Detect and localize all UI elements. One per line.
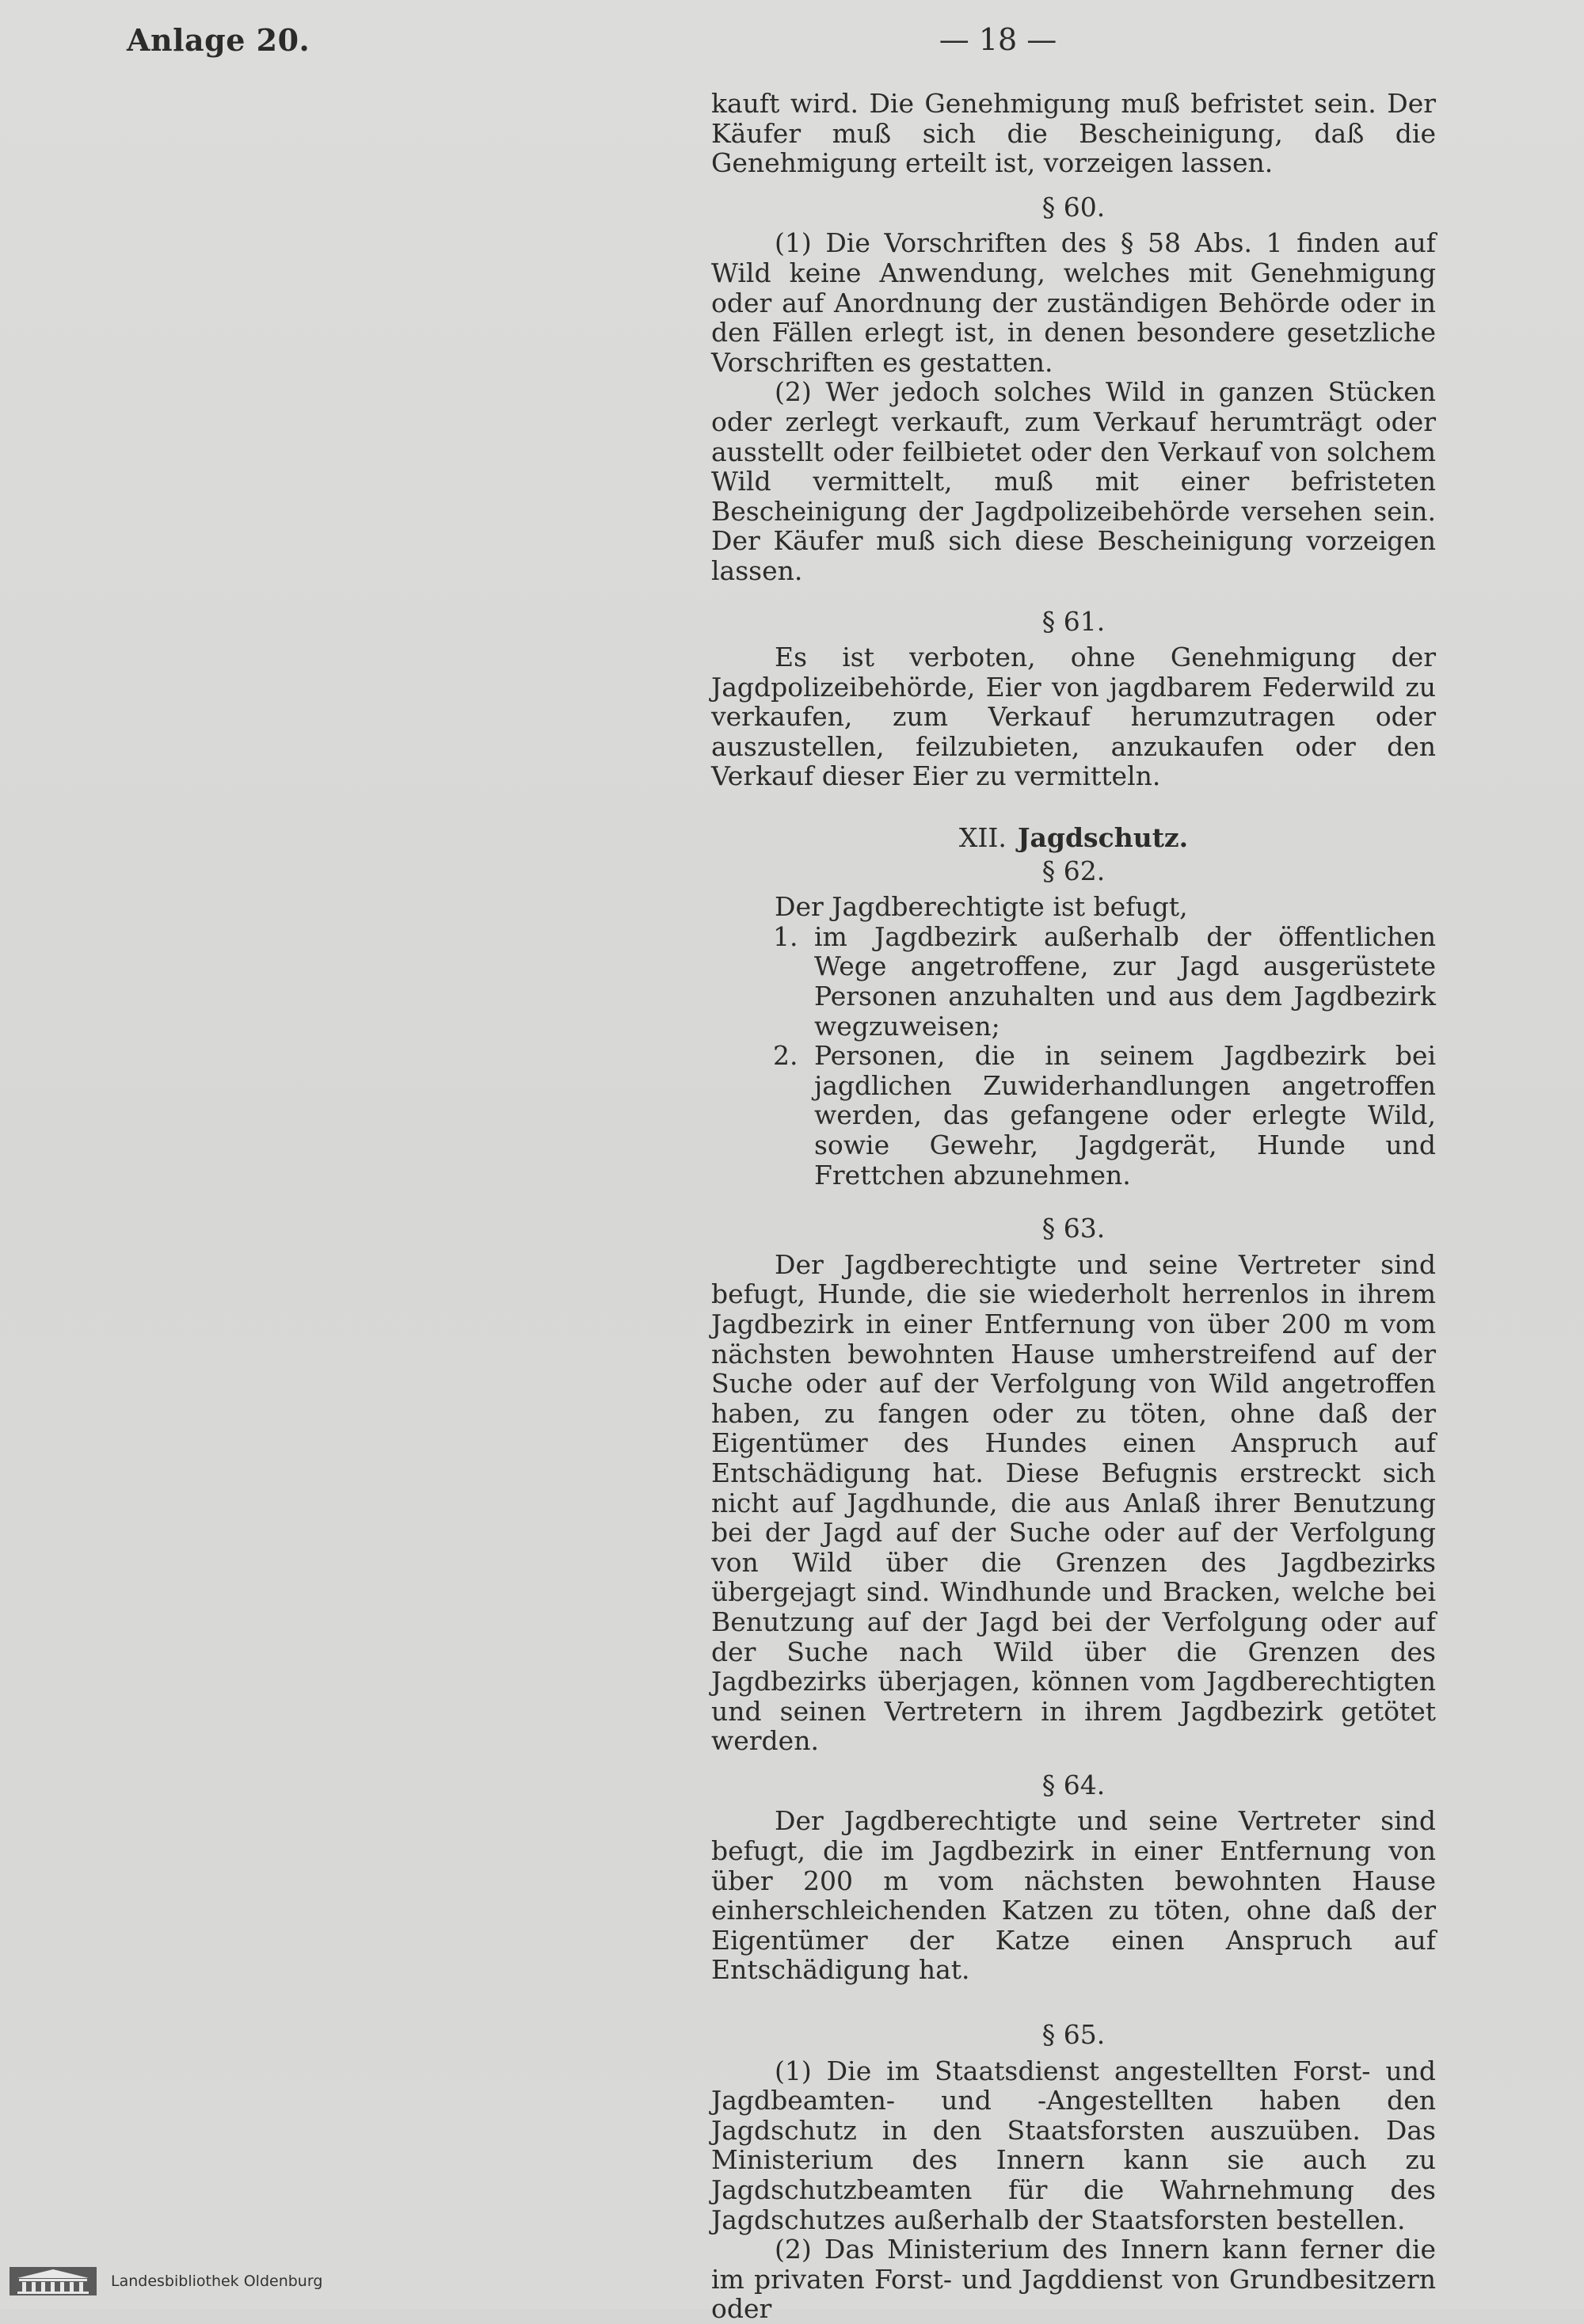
paragraph-60-1: (1) Die Vorschriften des § 58 Abs. 1 finden auf Wild keine Anwendung, welches mit Genehmigung oder auf Anordnung der zuständigen Behörde oder in den Fällen erlegt ist, in denen besondere gesetzliche Vorschriften es gestatten. bbox=[711, 227, 1436, 378]
chapter-title bbox=[711, 823, 1436, 853]
library-credit: Landesbibliothek Oldenburg bbox=[111, 2273, 323, 2290]
list-item-number: 2. bbox=[773, 1040, 798, 1072]
section-heading-61: § 61. bbox=[1041, 605, 1106, 637]
paragraph-continued: kauft wird. Die Genehmigung muß befristet sein. Der Käufer muß sich die Bescheinigung, daß die Genehmigung erteilt ist, vorzeigen lassen. bbox=[711, 88, 1436, 179]
footer bbox=[10, 2265, 322, 2297]
paragraph-64: Der Jagdberechtigte und seine Vertreter sind befugt, die im Jagdbezirk in einer Entfernung von über 200 m vom nächsten bewohnten Hause einherschleichenden Katzen zu töten, ohne daß der Eigentümer der Katze einen Anspruch auf Entschädigung hat. bbox=[711, 1805, 1436, 1986]
chapter-title-text: Jagdschutz. bbox=[1017, 822, 1189, 854]
paragraph-61: Es ist verboten, ohne Genehmigung der Jagdpolizeibehörde, Eier von jagdbarem Federwild zu verkaufen, zum Verkauf herumzutragen oder auszustellen, feilzubieten, anzukaufen oder den Verkauf dieser Eier zu vermitteln. bbox=[711, 642, 1436, 792]
list-item-text: Personen, die in seinem Jagdbezirk bei jagdlichen Zuwiderhandlungen angetroffen werden, das gefangene oder erlegte Wild, sowie Gewehr, Jagdgerät, Hunde und Frettchen abzunehmen. bbox=[814, 1040, 1436, 1191]
list-item-number: 1. bbox=[773, 920, 798, 952]
text-column bbox=[711, 89, 1436, 2324]
paragraph-60-2: (2) Wer jedoch solches Wild in ganzen Stücken oder zerlegt verkauft, zum Verkauf herumträgt oder ausstellt oder feilbietet oder den Verkauf von solchem Wild vermittelt, muß mit einer befristeten Bescheinigung der Jagdpolizeibehörde versehen sein. Der Käufer muß sich diese Bescheinigung vorzeigen lassen. bbox=[711, 376, 1436, 586]
section-heading-63: § 63. bbox=[1041, 1213, 1106, 1244]
running-head bbox=[127, 22, 1434, 70]
library-building-icon bbox=[10, 2267, 97, 2295]
list-item-text: im Jagdbezirk außerhalb der öffentlichen Wege angetroffene, zur Jagd ausgerüstete Personen anzuhalten und aus dem Jagdbezirk wegzuweisen; bbox=[814, 920, 1436, 1042]
appendix-label: Anlage 20. bbox=[127, 22, 310, 58]
section-heading-65: § 65. bbox=[1041, 2019, 1106, 2051]
chapter-roman-numeral: XII. bbox=[958, 822, 1007, 854]
list-item-62-2 bbox=[711, 1041, 1436, 1190]
section-heading-60: § 60. bbox=[1041, 191, 1106, 223]
section-heading-62: § 62. bbox=[1041, 855, 1106, 886]
section-heading-64: § 64. bbox=[1041, 1769, 1106, 1800]
paragraph-63: Der Jagdberechtigte und seine Vertreter sind befugt, Hunde, die sie wiederholt herrenlos in ihrem Jagdbezirk in einer Entfernung von über 200 m vom nächsten bewohnten Hause umherstreifend auf der Suche oder auf der Verfolgung von Wild angetroffen haben, zu fangen oder zu töten, ohne daß der Eigentümer des Hundes einen Anspruch auf Entschädigung hat. Diese Befugnis erstreckt sich nicht auf Jagdhunde, die aus Anlaß ihrer Benutzung bei der Jagd auf der Suche oder auf der Verfolgung von Wild über die Grenzen des Jagdbezirks übergejagt sind. Windhunde und Bracken, welche bei Benutzung auf der Jagd bei der Verfolgung oder auf der Suche nach Wild über die Grenzen des Jagdbezirks überjagen, können vom Jagdberechtigten und seinen Vertretern in ihrem Jagdbezirk getötet werden. bbox=[711, 1248, 1436, 1757]
paragraph-65-2: (2) Das Ministerium des Innern kann ferner die im privaten Forst- und Jagddienst von Grundbesitzern oder bbox=[711, 2234, 1436, 2324]
paragraph-62-lead: Der Jagdberechtigte ist befugt, bbox=[775, 891, 1188, 923]
page-number: — 18 — bbox=[939, 22, 1057, 57]
paragraph-65-1: (1) Die im Staatsdienst angestellten Forst- und Jagdbeamten- und -Angestellten haben den Jagdschutz in den Staatsforsten auszuüben. Das Ministerium des Innern kann sie auch zu Jagdschutzbeamten für die Wahrnehmung des Jagdschutzes außerhalb der Staatsforsten bestellen. bbox=[711, 2055, 1436, 2235]
list-item-62-1 bbox=[711, 922, 1436, 1041]
